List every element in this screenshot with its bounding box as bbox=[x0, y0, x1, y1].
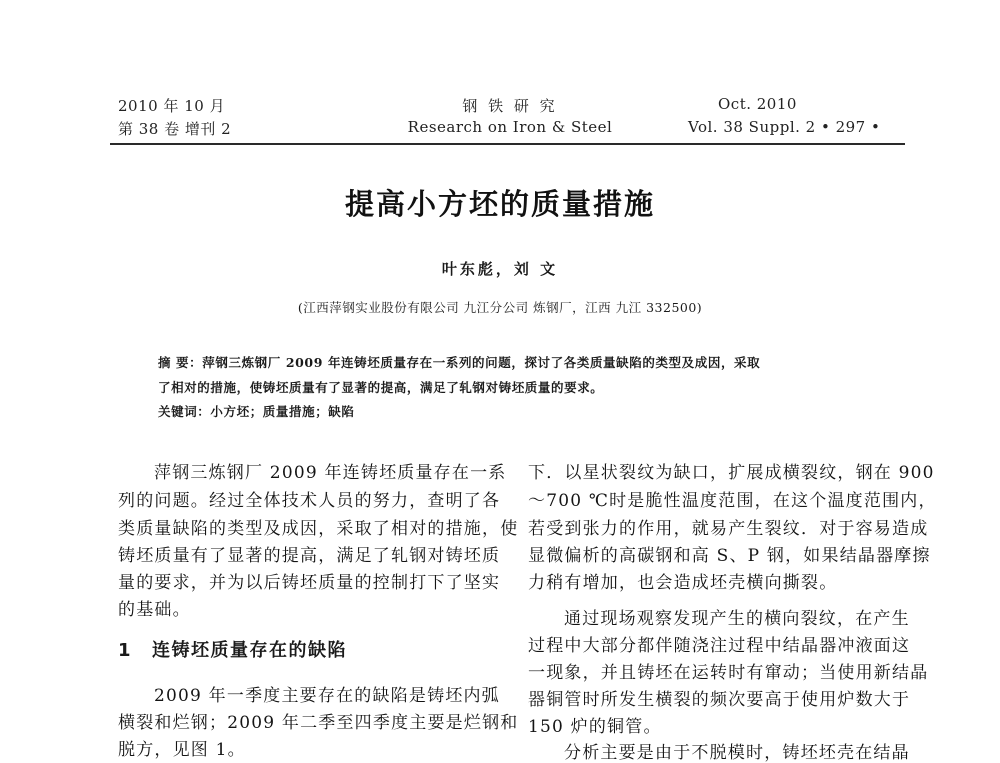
keywords-text: 小方坯；质量措施；缺陷 bbox=[210, 404, 355, 419]
header-rule bbox=[110, 143, 905, 145]
section-heading bbox=[118, 636, 347, 662]
body-line: 若受到张力的作用，就易产生裂纹．对于容易造成 bbox=[528, 519, 929, 539]
body-line: 下．以星状裂纹为缺口，扩展成横裂纹，钢在 900 bbox=[528, 463, 935, 483]
body-line: 力稍有增加，也会造成坯壳横向撕裂。 bbox=[528, 573, 838, 593]
section-line: 2009 年一季度主要存在的缺陷是铸坯内弧 bbox=[154, 686, 500, 706]
intro-line: 萍钢三炼钢厂 2009 年连铸坯质量存在一系 bbox=[154, 463, 507, 483]
abstract-label: 摘 要： bbox=[158, 355, 203, 370]
body-line: 一现象，并且铸坯在运转时有窜动；当使用新结晶 bbox=[528, 663, 929, 683]
body-line: 器铜管时所发生横裂的频次要高于使用炉数大于 bbox=[528, 690, 911, 710]
abstract-line-1 bbox=[158, 353, 760, 371]
body-line: 通过现场观察发现产生的横向裂纹，在产生 bbox=[564, 609, 910, 629]
section-number: 1 bbox=[118, 640, 133, 661]
abstract-line-2: 了相对的措施，使铸坯质量有了显著的提高，满足了轧钢对铸坯质量的要求。 bbox=[158, 380, 604, 395]
keywords bbox=[158, 402, 355, 420]
affiliation: (江西萍钢实业股份有限公司 九江分公司 炼钢厂，江西 九江 332500) bbox=[297, 300, 703, 315]
section-line: 横裂和烂钢；2009 年二季至四季度主要是烂钢和 bbox=[118, 713, 519, 733]
section-title: 连铸坯质量存在的缺陷 bbox=[152, 640, 347, 661]
body-line: 过程中大部分都伴随浇注过程中结晶器冲液面这 bbox=[528, 636, 911, 656]
issue-date-en: Oct. 2010 bbox=[718, 95, 797, 113]
intro-line: 铸坯质量有了显著的提高，满足了轧钢对铸坯质 bbox=[118, 546, 501, 566]
intro-line: 列的问题。经过全体技术人员的努力，查明了各 bbox=[118, 491, 501, 511]
abstract-text: 萍钢三炼钢厂 2009 年连铸坯质量存在一系列的问题，探讨了各类质量缺陷的类型及成因，采取 bbox=[202, 355, 761, 370]
keywords-label: 关键词： bbox=[158, 404, 211, 419]
section-line: 脱方，见图 1。 bbox=[118, 740, 246, 760]
intro-line: 类质量缺陷的类型及成因，采取了相对的措施，使 bbox=[118, 519, 519, 539]
journal-name-cn: 钢 铁 研 究 bbox=[462, 97, 558, 115]
intro-line: 量的要求，并为以后铸坯质量的控制打下了坚实 bbox=[118, 573, 501, 593]
body-line: 分析主要是由于不脱模时，铸坯坯壳在结晶 bbox=[564, 743, 910, 763]
body-line: 150 炉的铜管。 bbox=[528, 717, 662, 737]
authors: 叶东彪，刘 文 bbox=[441, 260, 559, 278]
volume-page-info: Vol. 38 Suppl. 2 • 297 • bbox=[688, 118, 881, 136]
body-line: 显微偏析的高碳钢和高 S、P 钢，如果结晶器摩擦 bbox=[528, 546, 931, 566]
issue-date: 2010 年 10 月 bbox=[118, 97, 226, 115]
intro-line: 的基础。 bbox=[118, 600, 191, 620]
volume-info: 第 38 卷 增刊 2 bbox=[118, 120, 232, 138]
article-title: 提高小方坯的质量措施 bbox=[344, 187, 655, 221]
journal-name-en: Research on Iron & Steel bbox=[407, 118, 613, 136]
body-line: ～700 ℃时是脆性温度范围，在这个温度范围内， bbox=[528, 491, 937, 511]
